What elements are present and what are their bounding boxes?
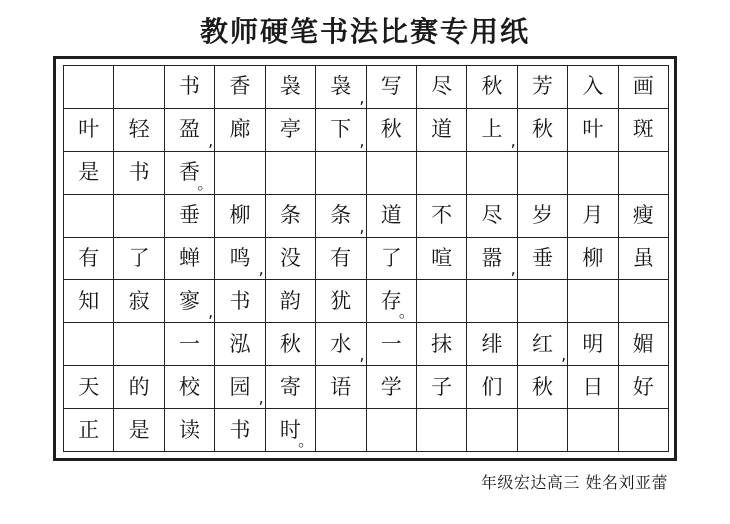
handwritten-char: 们 xyxy=(481,374,503,399)
grid-cell xyxy=(367,109,417,152)
grid-cell xyxy=(64,152,114,195)
grid-cell xyxy=(467,323,517,366)
handwritten-char: 尽 xyxy=(431,74,453,99)
grid-cell xyxy=(316,195,366,238)
grid-cell xyxy=(518,323,568,366)
grid-cell xyxy=(266,238,316,281)
handwritten-char: 秋 xyxy=(531,117,553,142)
grid-cell xyxy=(417,66,467,109)
grid-cell xyxy=(417,238,467,281)
grid-cell xyxy=(417,195,467,238)
grid-cell xyxy=(619,280,669,323)
handwritten-char: 画 xyxy=(632,74,654,99)
handwritten-char: 明 xyxy=(582,331,604,356)
handwritten-char: 的 xyxy=(128,374,150,399)
handwritten-char: 子 xyxy=(431,374,453,399)
handwritten-char: 道 xyxy=(431,117,453,142)
grid-cell xyxy=(417,280,467,323)
handwritten-char: 了 xyxy=(380,245,402,270)
grid-cell xyxy=(619,109,669,152)
handwritten-char: 好 xyxy=(632,374,654,399)
handwritten-char: 水 xyxy=(330,331,352,356)
grid-cell xyxy=(114,409,164,452)
grid-cell xyxy=(114,152,164,195)
handwritten-char: 秋 xyxy=(279,331,301,356)
grid-cell xyxy=(64,366,114,409)
writing-grid xyxy=(63,65,669,452)
grid-cell xyxy=(568,195,618,238)
handwritten-char: 上 xyxy=(481,117,503,142)
grid-cell xyxy=(215,195,265,238)
grid-cell xyxy=(367,409,417,452)
grid-cell xyxy=(518,409,568,452)
grid-cell xyxy=(417,152,467,195)
grid-cell xyxy=(467,238,517,281)
handwritten-char: 寄 xyxy=(279,374,301,399)
grid-cell xyxy=(215,366,265,409)
handwritten-char: 一 xyxy=(179,331,201,356)
handwritten-char: 嚣 xyxy=(481,245,503,270)
handwritten-char: 秋 xyxy=(531,374,553,399)
handwritten-char: 读 xyxy=(179,417,201,442)
handwritten-char: 柳 xyxy=(229,203,251,228)
punctuation-mark: , xyxy=(359,216,365,236)
grid-cell xyxy=(215,66,265,109)
grid-cell xyxy=(568,323,618,366)
grid-cell xyxy=(467,280,517,323)
handwritten-char: 柳 xyxy=(582,245,604,270)
handwritten-char: 叶 xyxy=(78,117,100,142)
handwritten-char: 鸣 xyxy=(229,245,251,270)
grid-cell xyxy=(165,323,215,366)
punctuation-mark: , xyxy=(510,259,516,279)
sheet-title: 教师硬笔书法比赛专用纸 xyxy=(199,15,530,48)
grid-cell xyxy=(619,195,669,238)
grid-cell xyxy=(165,366,215,409)
grid-cell xyxy=(467,409,517,452)
grid-cell xyxy=(467,195,517,238)
handwritten-char: 存 xyxy=(380,288,402,313)
handwritten-char: 了 xyxy=(128,245,150,270)
grid-cell xyxy=(165,109,215,152)
handwritten-char: 语 xyxy=(330,374,352,399)
handwritten-char: 学 xyxy=(380,374,402,399)
handwritten-char: 知 xyxy=(78,288,100,313)
grid-cell xyxy=(316,152,366,195)
punctuation-mark: , xyxy=(208,130,214,150)
handwritten-char: 袅 xyxy=(279,74,301,99)
handwritten-char: 时 xyxy=(279,417,301,442)
handwritten-char: 盈 xyxy=(179,117,201,142)
grid-cell xyxy=(215,323,265,366)
grid-cell xyxy=(165,238,215,281)
handwritten-char: 泓 xyxy=(229,331,251,356)
grid-cell xyxy=(367,195,417,238)
grid-cell xyxy=(114,195,164,238)
grid-cell xyxy=(467,152,517,195)
handwritten-char: 寥 xyxy=(179,288,201,313)
punctuation-mark: 。 xyxy=(398,302,415,322)
handwritten-char: 犹 xyxy=(330,288,352,313)
handwritten-char: 韵 xyxy=(279,288,301,313)
punctuation-mark: 。 xyxy=(197,173,214,193)
grid-cell xyxy=(316,409,366,452)
grid-cell xyxy=(367,323,417,366)
grid-cell xyxy=(619,238,669,281)
handwritten-char: 有 xyxy=(330,245,352,270)
punctuation-mark: 。 xyxy=(298,431,315,450)
grid-cell xyxy=(619,152,669,195)
handwritten-char: 书 xyxy=(229,417,251,442)
grid-cell xyxy=(114,366,164,409)
grid-cell xyxy=(266,280,316,323)
grid-cell xyxy=(266,195,316,238)
grid-cell xyxy=(467,109,517,152)
grid-cell xyxy=(417,109,467,152)
grid-cell xyxy=(266,323,316,366)
grid-cell xyxy=(215,280,265,323)
grid-cell xyxy=(518,152,568,195)
handwritten-char: 袅 xyxy=(330,74,352,99)
grid-cell xyxy=(64,323,114,366)
punctuation-mark: , xyxy=(258,388,264,408)
handwritten-char: 绯 xyxy=(481,331,503,356)
grid-cell xyxy=(568,66,618,109)
handwritten-char: 斑 xyxy=(632,117,654,142)
paper-frame xyxy=(53,56,677,461)
signature-line: 年级宏达高三 姓名刘亚蕾 xyxy=(480,473,668,492)
grid-cell xyxy=(367,366,417,409)
handwritten-char: 校 xyxy=(179,374,201,399)
grid-cell xyxy=(568,366,618,409)
grid-cell xyxy=(165,409,215,452)
grid-cell xyxy=(367,152,417,195)
handwritten-char: 条 xyxy=(330,203,352,228)
grid-cell xyxy=(316,109,366,152)
grid-cell xyxy=(215,238,265,281)
handwritten-char: 写 xyxy=(380,74,402,99)
grid-cell xyxy=(518,109,568,152)
grid-cell xyxy=(266,66,316,109)
grid-cell xyxy=(165,195,215,238)
punctuation-mark: , xyxy=(258,259,264,279)
grid-cell xyxy=(619,323,669,366)
grid-cell xyxy=(518,366,568,409)
grid-cell xyxy=(266,152,316,195)
grid-cell xyxy=(568,280,618,323)
grid-cell xyxy=(64,195,114,238)
grid-cell xyxy=(64,409,114,452)
grid-cell xyxy=(568,152,618,195)
grid-cell xyxy=(417,409,467,452)
grid-cell xyxy=(114,280,164,323)
punctuation-mark: , xyxy=(359,87,365,107)
handwritten-char: 入 xyxy=(582,74,604,99)
handwritten-char: 道 xyxy=(380,203,402,228)
punctuation-mark: , xyxy=(208,302,214,322)
handwritten-char: 岁 xyxy=(531,203,553,228)
handwritten-char: 虽 xyxy=(632,245,654,270)
handwritten-char: 正 xyxy=(78,417,100,442)
grid-cell xyxy=(114,66,164,109)
grid-cell xyxy=(165,280,215,323)
handwritten-char: 抹 xyxy=(431,331,453,356)
handwritten-char: 香 xyxy=(179,160,201,185)
grid-cell xyxy=(367,280,417,323)
punctuation-mark: , xyxy=(561,345,567,365)
handwritten-char: 喧 xyxy=(431,245,453,270)
grid-cell xyxy=(417,366,467,409)
handwritten-char: 天 xyxy=(78,374,100,399)
punctuation-mark: , xyxy=(359,130,365,150)
handwritten-char: 秋 xyxy=(380,117,402,142)
handwritten-char: 芳 xyxy=(531,74,553,99)
handwritten-char: 瘦 xyxy=(632,203,654,228)
grid-cell xyxy=(215,409,265,452)
grid-cell xyxy=(417,323,467,366)
grid-cell xyxy=(165,152,215,195)
handwritten-char: 园 xyxy=(229,374,251,399)
grid-cell xyxy=(568,409,618,452)
grid-cell xyxy=(518,280,568,323)
handwritten-char: 红 xyxy=(531,331,553,356)
handwritten-char: 亭 xyxy=(279,117,301,142)
handwritten-char: 轻 xyxy=(128,117,150,142)
handwritten-char: 秋 xyxy=(481,74,503,99)
grid-cell xyxy=(367,66,417,109)
grid-cell xyxy=(316,238,366,281)
grid-cell xyxy=(266,109,316,152)
grid-cell xyxy=(114,238,164,281)
grid-cell xyxy=(165,66,215,109)
handwritten-char: 不 xyxy=(431,203,453,228)
grid-cell xyxy=(568,238,618,281)
grid-cell xyxy=(467,366,517,409)
grid-cell xyxy=(316,66,366,109)
grid-cell xyxy=(215,152,265,195)
punctuation-mark: , xyxy=(359,345,365,365)
grid-cell xyxy=(619,66,669,109)
grid-cell xyxy=(114,323,164,366)
handwritten-char: 寂 xyxy=(128,288,150,313)
handwritten-char: 蝉 xyxy=(179,245,201,270)
handwritten-char: 日 xyxy=(582,374,604,399)
grid-cell xyxy=(64,280,114,323)
handwritten-char: 是 xyxy=(78,160,100,185)
handwritten-char: 下 xyxy=(330,117,352,142)
grid-cell xyxy=(64,66,114,109)
grid-cell xyxy=(367,238,417,281)
grid-cell xyxy=(316,323,366,366)
grid-cell xyxy=(266,409,316,452)
grid-cell xyxy=(619,409,669,452)
handwritten-char: 垂 xyxy=(179,203,201,228)
handwritten-char: 垂 xyxy=(531,245,553,270)
handwritten-char: 一 xyxy=(380,331,402,356)
handwritten-char: 条 xyxy=(279,203,301,228)
handwritten-char: 月 xyxy=(582,203,604,228)
handwritten-char: 书 xyxy=(179,74,201,99)
handwritten-char: 媚 xyxy=(632,331,654,356)
handwritten-char: 香 xyxy=(229,74,251,99)
handwritten-char: 书 xyxy=(128,160,150,185)
grid-cell xyxy=(316,280,366,323)
handwritten-char: 没 xyxy=(279,245,301,270)
grid-cell xyxy=(215,109,265,152)
handwritten-char: 尽 xyxy=(481,203,503,228)
handwritten-char: 是 xyxy=(128,417,150,442)
punctuation-mark: , xyxy=(510,130,516,150)
grid-cell xyxy=(64,109,114,152)
handwritten-char: 书 xyxy=(229,288,251,313)
handwritten-char: 叶 xyxy=(582,117,604,142)
grid-cell xyxy=(316,366,366,409)
grid-cell xyxy=(619,366,669,409)
grid-cell xyxy=(568,109,618,152)
grid-cell xyxy=(114,109,164,152)
grid-cell xyxy=(518,195,568,238)
handwritten-char: 有 xyxy=(78,245,100,270)
grid-cell xyxy=(266,366,316,409)
handwritten-char: 廊 xyxy=(229,117,251,142)
grid-cell xyxy=(64,238,114,281)
grid-cell xyxy=(518,238,568,281)
grid-cell xyxy=(518,66,568,109)
grid-cell xyxy=(467,66,517,109)
